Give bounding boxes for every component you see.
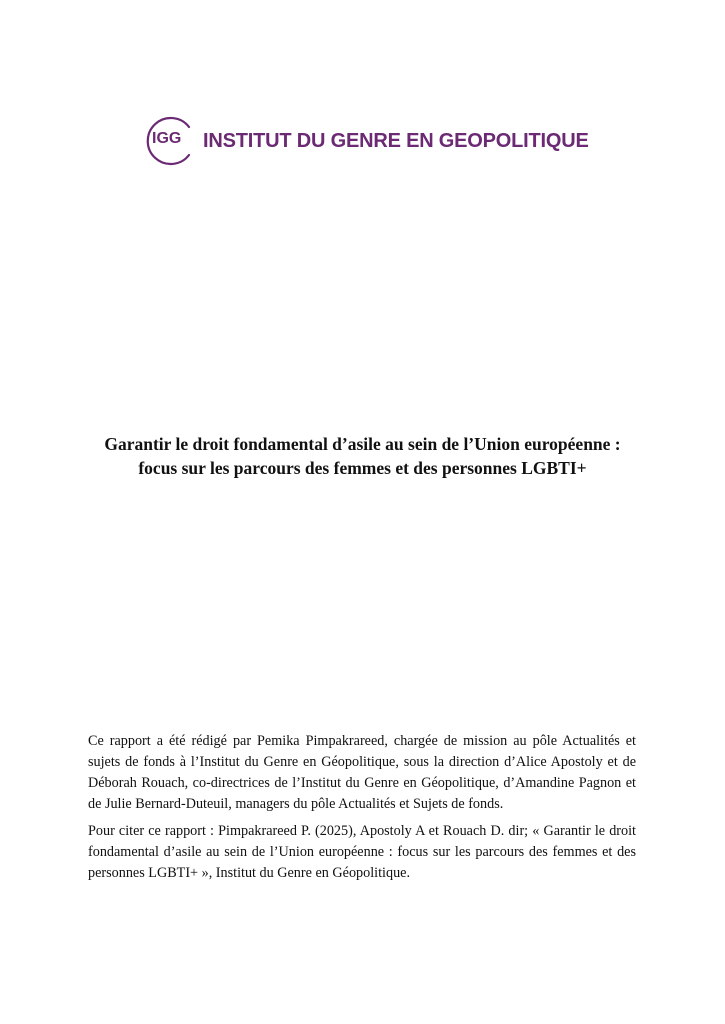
document-title: [60, 432, 665, 480]
authors-paragraph: Ce rapport a été rédigé par Pemika Pimpakrareed, chargée de mission au pôle Actualités et sujets de fonds à l’Institut du Genre en Géopolitique, sous la direction d’Alice Apostoly et de Déborah Rouach, co-directrices de l’Institut du Genre en Géopolitique, d’Amandine Pagnon et de Julie Bernard-Duteuil, managers du pôle Actualités et Sujets de fonds.: [88, 733, 636, 812]
citation-paragraph: Pour citer ce rapport : Pimpakrareed P. (2025), Apostoly A et Rouach D. dir; « Garantir le droit fondamental d’asile au sein de l’Union européenne : focus sur les parcours des femmes et des personnes LGBTI+ », Institut du Genre en Géopolitique.: [88, 823, 636, 881]
logo-mark-text: IGG: [152, 130, 182, 147]
institute-name: INSTITUT DU GENRE EN GEOPOLITIQUE: [203, 129, 589, 152]
institute-logo: [145, 114, 589, 168]
title-line-1: Garantir le droit fondamental d’asile au sein de l’Union européenne :: [104, 434, 621, 454]
igg-logo-mark: [145, 115, 197, 167]
title-line-2: focus sur les parcours des femmes et des personnes LGBTI+: [138, 458, 587, 478]
